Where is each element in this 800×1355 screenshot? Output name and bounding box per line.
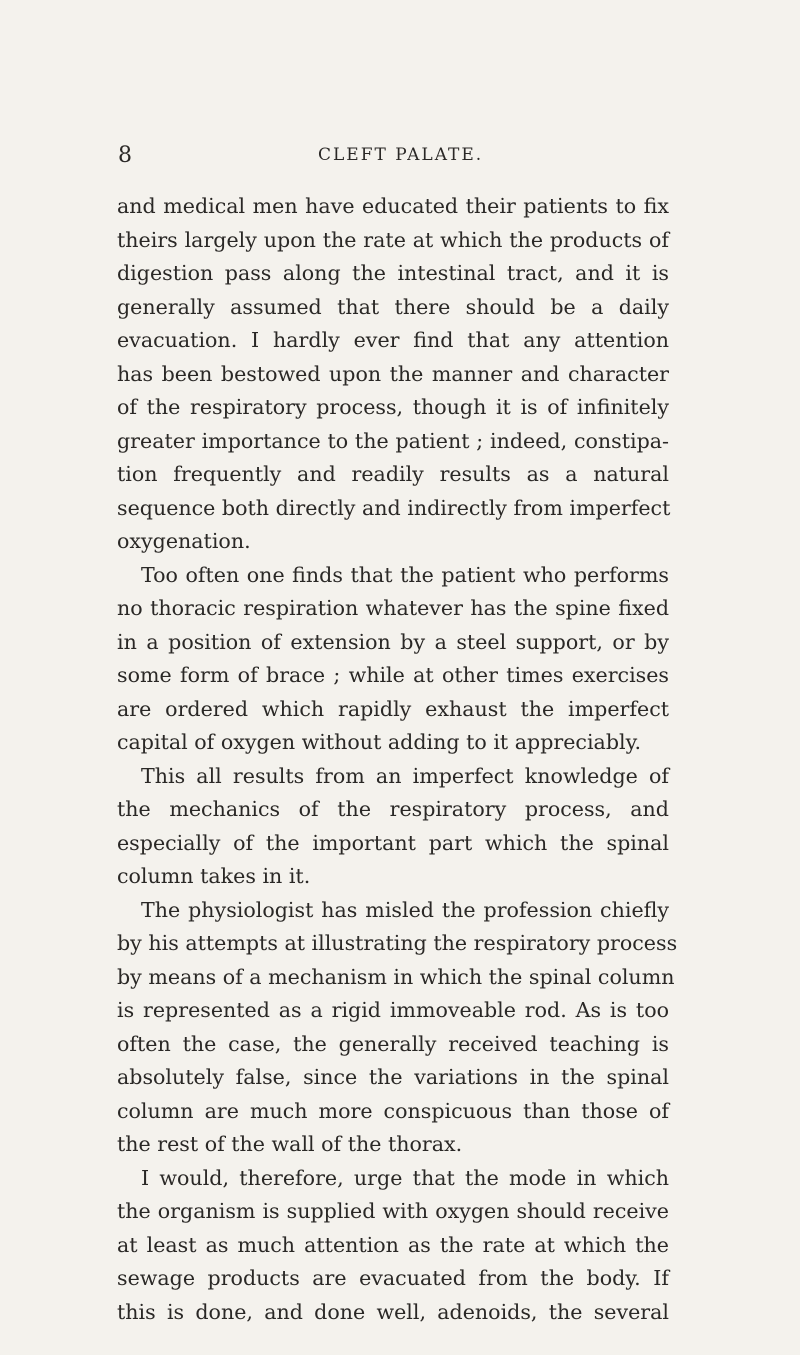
- text-line: generally assumed that there should be a daily: [117, 294, 669, 319]
- text-line: of the respiratory process, though it is of infinitely: [117, 395, 669, 419]
- text-line: theirs largely upon the rate at which the products of: [117, 227, 669, 252]
- text-line: this is done, and done well, adenoids, the several: [117, 1299, 669, 1324]
- text-line: sequence both directly and indirectly from imperfect: [117, 495, 671, 520]
- text-line: digestion pass along the intestinal tract, and it is: [117, 261, 669, 285]
- text-line: especially of the important part which the spinal: [117, 830, 669, 855]
- text-line: some form of brace ; while at other times exercises: [117, 663, 669, 687]
- text-line: the mechanics of the respiratory process, and: [117, 797, 669, 821]
- text-line: oxygenation.: [117, 529, 251, 553]
- text-line: evacuation. I hardly ever find that any attention: [117, 328, 669, 352]
- text-line: has been bestowed upon the manner and character: [117, 361, 669, 386]
- text-line: capital of oxygen without adding to it appreciably.: [117, 730, 642, 754]
- text-line: by means of a mechanism in which the spinal column: [117, 964, 675, 989]
- text-line: are ordered which rapidly exhaust the imperfect: [117, 696, 669, 721]
- text-line: column takes in it.: [117, 864, 311, 888]
- text-line: by his attempts at illustrating the respiratory process: [117, 931, 678, 955]
- text-line: no thoracic respiration whatever has the spine fixed: [117, 596, 669, 620]
- text-line: The physiologist has misled the profession chiefly: [141, 897, 669, 922]
- text-line: sewage products are evacuated from the body. If: [117, 1266, 669, 1290]
- text-line: I would, therefore, urge that the mode in which: [141, 1165, 669, 1190]
- text-line: the organism is supplied with oxygen should receive: [117, 1199, 669, 1223]
- text-line: and medical men have educated their patients to fix: [117, 194, 669, 218]
- running-title: CLEFT PALATE.: [318, 145, 484, 165]
- text-line: This all results from an imperfect knowledge of: [141, 763, 669, 788]
- text-line: in a position of extension by a steel support, or by: [117, 629, 669, 654]
- page-number: 8: [118, 143, 132, 168]
- text-line: Too often one finds that the patient who performs: [141, 562, 669, 587]
- text-line: is represented as a rigid immoveable rod. As is too: [117, 998, 669, 1022]
- body-text: [117, 190, 678, 1329]
- text-line: absolutely false, since the variations in the spinal: [117, 1065, 669, 1089]
- running-head: [118, 143, 670, 167]
- text-line: greater importance to the patient ; indeed, constipa-: [117, 428, 669, 453]
- text-line: often the case, the generally received teaching is: [117, 1031, 669, 1056]
- text-line: at least as much attention as the rate at which the: [117, 1232, 669, 1257]
- text-line: tion frequently and readily results as a natural: [117, 462, 669, 486]
- text-line: column are much more conspicuous than those of: [117, 1098, 669, 1123]
- text-line: the rest of the wall of the thorax.: [117, 1132, 463, 1156]
